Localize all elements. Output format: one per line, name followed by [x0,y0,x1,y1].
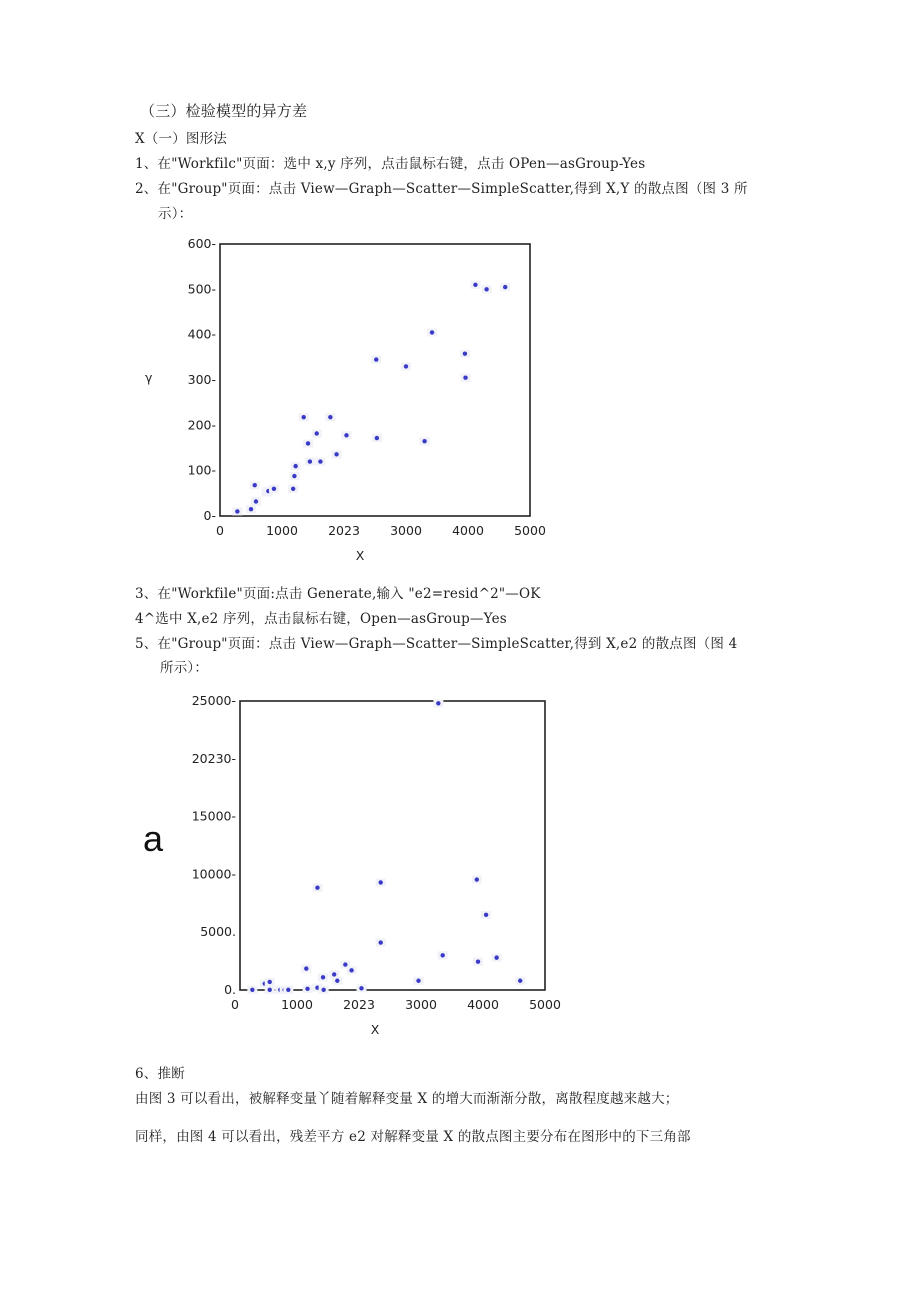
step-2-continued: 示）： [158,206,193,222]
data-point [503,285,507,289]
y-tick-label: 200- [187,417,216,433]
scatter-chart-x-e2 [150,680,570,1045]
data-point [272,487,276,491]
conclusion-2: 同样，由图 4 可以看出，残差平方 e2 对解释变量 X 的散点图主要分布在图形中的下三角部 [135,1129,691,1145]
x-tick-label: 2023 [343,997,375,1012]
data-point [463,352,467,356]
data-point [484,913,488,917]
data-point [302,415,306,419]
section-heading: （三）检验模型的异方差 [140,102,308,120]
x-tick-label: 4000 [452,523,484,538]
x-tick-label: 0 [216,523,224,538]
data-point [268,980,272,984]
y-tick-label: 15000- [191,808,236,824]
y-axis-label: γ [145,370,153,385]
data-point [476,959,480,963]
data-point [344,433,348,437]
x-tick-label: 5000 [514,523,546,538]
data-point [335,979,339,983]
data-point [475,877,479,881]
step-5-continued: 所示）： [160,660,209,676]
data-point [304,966,308,970]
data-point [235,509,239,513]
data-point [379,880,383,884]
data-point [404,364,408,368]
data-point [494,955,498,959]
data-point [292,474,296,478]
data-point [305,987,309,991]
data-point [463,376,467,380]
data-point [349,968,353,972]
y-tick-label: 400- [187,326,216,342]
step-1: 1、在"Workfilc"页面：选中 x,y 序列，点击鼠标右键，点击 OPen—asGroup-Yes [135,156,646,172]
data-point [359,986,363,990]
scatter-chart-x-y [130,228,560,573]
data-point [441,953,445,957]
data-point [253,483,257,487]
data-point [254,499,258,503]
data-point [484,287,488,291]
data-point [293,464,297,468]
step-2: 2、在"Group"页面：点击 View—Graph—Scatter—SimpleScatter,得到 X,Y 的散点图（图 3 所 [135,181,748,197]
data-point [422,439,426,443]
data-point [306,441,310,445]
data-point [315,885,319,889]
x-tick-label: 5000 [529,997,561,1012]
step-5: 5、在"Group"页面：点击 View—Graph—Scatter—SimpleScatter,得到 X,e2 的散点图（图 4 [135,636,738,652]
conclusion-1: 由图 3 可以看出，被解释变量丫随着解释变量 X 的增大而渐渐分散，离散程度越来越大； [135,1091,679,1107]
data-point [334,452,338,456]
step-6: 6、推断 [135,1066,185,1082]
method-subheading: X（一）图形法 [135,131,228,147]
data-point [332,972,336,976]
x-axis-label: X [355,548,365,563]
data-point [379,940,383,944]
data-point [286,988,290,992]
data-point [430,330,434,334]
x-tick-label: 3000 [405,997,437,1012]
y-tick-label: 25000- [191,693,236,708]
y-tick-label: 0- [203,508,216,523]
data-point [328,415,332,419]
data-point [315,431,319,435]
y-tick-label: 5000. [200,924,236,940]
plot-frame [240,701,545,990]
step-3: 3、在"Workfile"页面:点击 Generate,输入 "e2=resid^2"—OK [135,586,541,602]
plot-frame [220,244,530,516]
stray-letter-a: a [143,818,164,859]
y-tick-label: 300- [187,372,216,387]
data-point [291,487,295,491]
data-point [375,436,379,440]
data-point [416,979,420,983]
data-point [436,701,440,705]
x-tick-label: 1000 [266,523,298,538]
data-point [318,459,322,463]
x-tick-label: 4000 [467,997,499,1012]
x-tick-label: 0 [231,997,239,1012]
x-axis-label: X [370,1022,380,1037]
x-tick-label: 1000 [281,997,313,1012]
step-4: 4^选中 X,e2 序列，点击鼠标右键，Open—asGroup—Yes [135,611,507,627]
data-point [249,507,253,511]
data-point [473,283,477,287]
y-tick-label: 100- [187,462,216,478]
x-tick-label: 3000 [390,523,422,538]
data-point [374,357,378,361]
x-tick-label: 2023 [328,523,360,538]
data-point [343,962,347,966]
y-tick-label: 500- [187,281,216,297]
data-point [250,988,254,992]
y-tick-label: 10000- [191,866,236,882]
y-tick-label: 20230- [191,750,236,766]
data-point [518,979,522,983]
data-point [308,459,312,463]
data-point [321,975,325,979]
y-tick-label: 600- [187,236,216,251]
data-point [321,988,325,992]
y-tick-label: 0. [224,982,236,997]
data-point [268,988,272,992]
